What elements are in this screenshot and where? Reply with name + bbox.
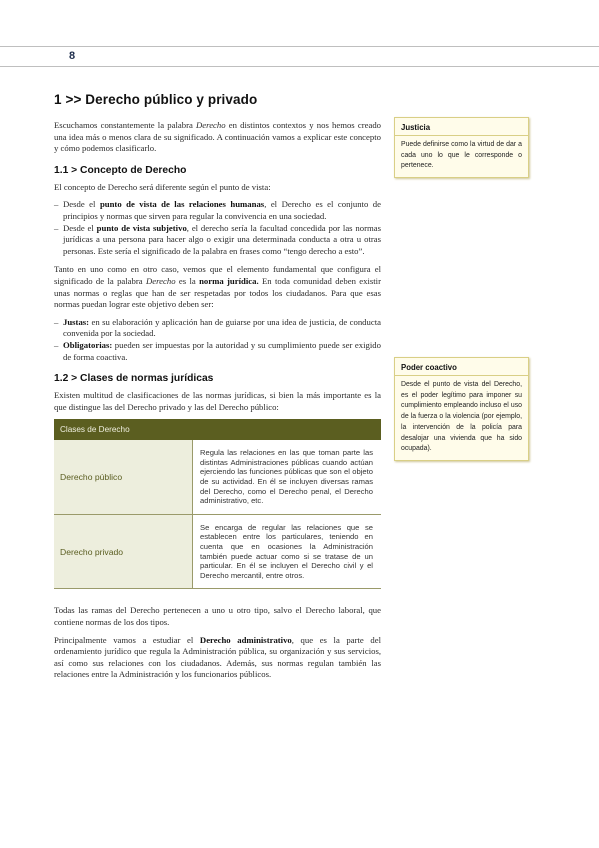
sidebar-box-poder-coactivo (394, 357, 529, 461)
list-item: – Justas: en su elaboración y aplicación han de guiarse por una idea de justicia, de conducta convenida por la sociedad. (54, 316, 381, 339)
sidebar-box-body: Puede definirse como la virtud de dar a cada uno lo que le corresponde o pertenece. (401, 141, 522, 170)
concepto-paragraph-2: Tanto en uno como en otro caso, vemos que el elemento fundamental que configura el significado de la palabra Derecho es la norma jurídica. En toda comunidad deben existir unas normas o reglas que han de ser respetadas por todos los ciudadanos. Para que esas normas puedan lograr este objetivo deben ser: (54, 264, 381, 310)
main-content (54, 92, 381, 687)
table-cell-name: Derecho público (54, 440, 193, 514)
concepto-paragraph-1: El concepto de Derecho será diferente según el punto de vista: (54, 181, 271, 192)
subsection-title-clases: 1.2 > Clases de normas jurídicas (54, 373, 214, 385)
italic-text: Derecho (145, 275, 176, 286)
table-row (54, 514, 381, 589)
list-item: – Desde el punto de vista subjetivo, el derecho sería la facultad concedida por las normas jurídicas a una persona para hacer algo o exigir una determinada conducta a otra u otras personas. Este sería el significado de la palabra en frases como “tengo derecho a esto”. (54, 222, 381, 256)
clases-paragraph-1: Existen multitud de clasificaciones de las normas jurídicas, si bien la más importante es la que distingue las del Derecho privado y las del Derecho público: (54, 390, 381, 412)
sidebar-box-justicia (394, 117, 529, 178)
table-header: Clases de Derecho (54, 419, 381, 440)
header-rule-bottom (0, 66, 599, 67)
table-cell-name: Derecho privado (54, 514, 193, 589)
bold-text: norma jurídica. (199, 275, 259, 286)
sidebar-box-title: Justicia (395, 118, 528, 136)
requirements-list (54, 317, 381, 363)
bold-text: punto de vista de las relaciones humanas (99, 199, 265, 210)
italic-text: Derecho (196, 120, 226, 130)
section-title: 1 >> Derecho público y privado (54, 92, 258, 107)
header-rule-top (0, 46, 599, 47)
bold-text: punto de vista subjetivo (96, 222, 187, 233)
sidebar-box-title: Poder coactivo (395, 358, 528, 376)
page-number: 8 (69, 50, 76, 62)
table-row (54, 440, 381, 514)
subsection-title-concepto: 1.1 > Concepto de Derecho (54, 164, 187, 176)
bold-text: Justas: (63, 316, 90, 327)
clases-paragraph-3: Principalmente vamos a estudiar el Derecho administrativo, que es la parte del ordenamiento jurídico que regula la Administración pública, su organización y sus servicios, así como sus relaciones con los ciudadanos. Además, sus normas regulan también las relaciones entre la Administración y los funcionarios públicos. (54, 634, 381, 680)
sidebar-box-body: Desde el punto de vista del Derecho, es el poder legítimo para imponer su cumplimiento empleando incluso el uso de la fuerza o la violencia (por ejemplo, la intervención de la policía para desalojar una vivienda que ha sido ocupada). (401, 381, 522, 453)
bold-text: Obligatorias: (63, 339, 113, 350)
table-cell-description: Regula las relaciones en las que toman parte las distintas Administraciones públicas cuando actúan ejerciendo las funciones públicas que son el objeto de su actividad. En él se incluyen diversas ramas del Derecho, como el Derecho penal, el Derecho administrativo, etc. (193, 440, 382, 514)
clases-paragraph-2: Todas las ramas del Derecho pertenecen a uno u otro tipo, salvo el Derecho laboral, que contiene normas de los dos tipos. (54, 605, 381, 627)
table-cell-description: Se encarga de regular las relaciones que se establecen entre los particulares, teniendo en cuenta que en ocasiones la Administración también puede actuar como si se tratase de un particular. En él se incluyen el Derecho civil y el Derecho mercantil, entre otros. (193, 514, 382, 589)
list-item: – Obligatorias: pueden ser impuestas por la autoridad y su cumplimiento puede ser exigido de forma coactiva. (54, 339, 381, 362)
concepto-list (54, 199, 381, 257)
list-item: – Desde el punto de vista de las relaciones humanas, el Derecho es el conjunto de principios y normas que sirven para regular la convivencia en una sociedad. (54, 199, 381, 221)
bold-text: Derecho administrativo (199, 634, 292, 645)
intro-paragraph: Escuchamos constantemente la palabra Derecho en distintos contextos y nos hemos creado una idea más o menos clara de su significado. A continuación vamos a explicar este concepto y cómo podemos clasificarlo. (54, 120, 382, 154)
classes-table (54, 419, 381, 589)
